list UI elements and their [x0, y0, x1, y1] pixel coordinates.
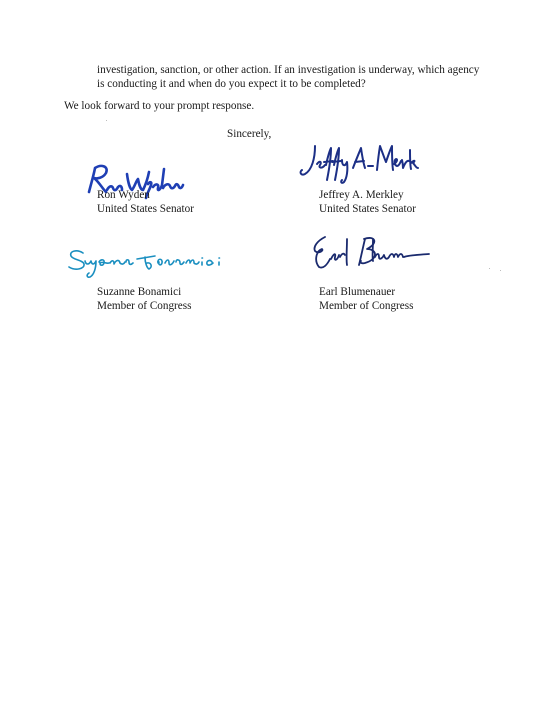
scan-speck	[106, 120, 107, 121]
signatory-title: Member of Congress	[319, 300, 414, 312]
scan-speck	[489, 268, 490, 269]
scan-speck	[500, 270, 501, 271]
signatory-name: Ron Wyden	[97, 189, 150, 201]
signatory-title: United States Senator	[319, 203, 416, 215]
valediction: Sincerely,	[227, 128, 272, 140]
signatory-name: Earl Blumenauer	[319, 286, 396, 298]
signatory-title: United States Senator	[97, 203, 194, 215]
signatory-name: Jeffrey A. Merkley	[319, 189, 404, 201]
letter-paragraph-continued: investigation, sanction, or other action. If an investigation is underway, which agency is conducting it and when do you expect it to be completed?	[97, 64, 480, 90]
handwritten-signature-bonamici	[65, 241, 265, 281]
handwritten-signature-blumenauer	[309, 231, 434, 275]
signatory-title: Member of Congress	[97, 300, 192, 312]
signatory-name: Suzanne Bonamici	[97, 286, 182, 298]
closing-line: We look forward to your prompt response.	[64, 100, 255, 112]
handwritten-signature-merkley	[295, 138, 420, 186]
